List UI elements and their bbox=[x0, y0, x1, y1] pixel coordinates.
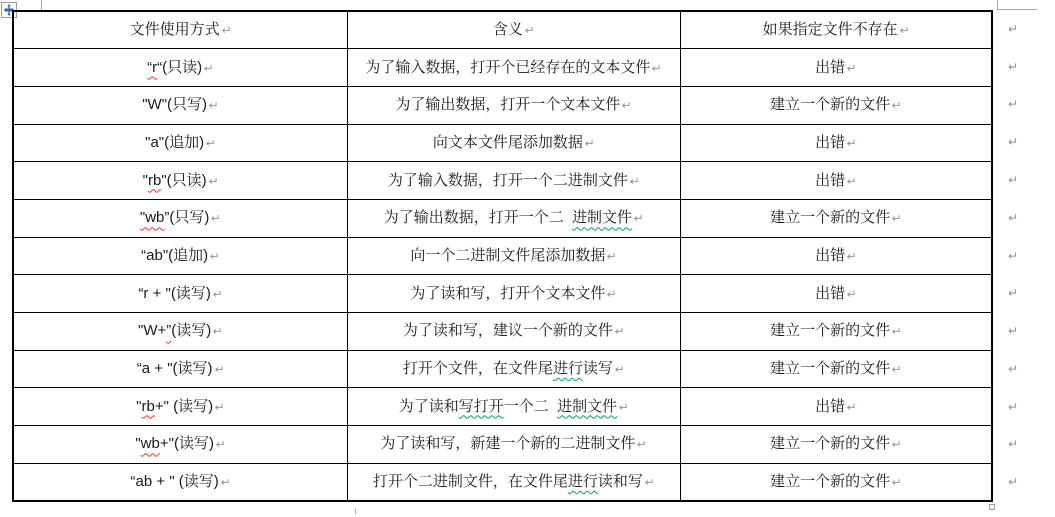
end-of-row-mark: ↵ bbox=[1008, 172, 1019, 187]
table-row bbox=[13, 313, 992, 351]
cell-text-run: 进行 bbox=[567, 472, 598, 490]
end-of-cell-mark: ↵ bbox=[215, 439, 226, 452]
table-header bbox=[13, 11, 992, 49]
end-of-cell-mark: ↵ bbox=[621, 100, 633, 113]
table-cell-r2-c0[interactable] bbox=[13, 124, 347, 162]
cell-text-run: 为了读和写，打开个文本文件 bbox=[410, 284, 606, 302]
end-of-cell-mark: ↵ bbox=[209, 250, 220, 263]
cell-text-run: 进行 bbox=[552, 360, 583, 378]
cell-text-run: “ab"(追加) bbox=[141, 246, 209, 264]
table-cell-r10-c2[interactable] bbox=[680, 426, 992, 464]
table-row bbox=[13, 86, 992, 124]
table-cell-r6-c0[interactable] bbox=[13, 275, 347, 313]
end-of-cell-mark: ↵ bbox=[846, 137, 857, 150]
cell-text-run: “ab + " (读写) bbox=[130, 472, 219, 490]
table-row bbox=[13, 237, 992, 275]
end-of-row-mark: ↵ bbox=[1008, 135, 1019, 150]
table-cell-r5-c0[interactable] bbox=[13, 237, 347, 275]
table-cell-r7-c2[interactable] bbox=[680, 313, 992, 351]
table-cell-r11-c2[interactable] bbox=[680, 463, 992, 501]
text-boundary-mark-top-right bbox=[997, 9, 1037, 10]
cell-text-run: rb bbox=[141, 397, 155, 415]
cell-text-run: 如果指定文件不存在 bbox=[762, 21, 898, 39]
cell-text-run: " bbox=[142, 171, 148, 189]
table-cell-r10-c1[interactable] bbox=[347, 426, 680, 464]
end-of-cell-mark: ↵ bbox=[846, 175, 857, 188]
table-cell-r0-c0[interactable] bbox=[13, 49, 347, 87]
cell-text-run: “a + "(读写) bbox=[136, 360, 213, 378]
cell-text-run: 为了输入数据，打开一个二进制文件 bbox=[387, 171, 628, 189]
table-cell-r9-c0[interactable] bbox=[13, 388, 347, 426]
end-of-cell-mark: ↵ bbox=[846, 250, 857, 263]
end-of-cell-mark: ↵ bbox=[891, 100, 902, 113]
cell-text-run: 含义 bbox=[492, 21, 523, 39]
cell-text-run: 建立一个新的文件 bbox=[770, 209, 891, 227]
table-row bbox=[13, 463, 992, 501]
table-cell-r4-c2[interactable] bbox=[680, 199, 992, 237]
table-cell-r4-c1[interactable] bbox=[347, 199, 680, 237]
cell-text-run: 建立一个新的文件 bbox=[770, 96, 891, 114]
end-of-cell-mark: ↵ bbox=[651, 62, 663, 75]
table-cell-r1-c0[interactable] bbox=[13, 86, 347, 124]
end-of-cell-mark: ↵ bbox=[618, 401, 629, 414]
table-cell-r2-c2[interactable] bbox=[680, 124, 992, 162]
end-of-cell-mark: ↵ bbox=[891, 326, 902, 339]
table-cell-r3-c1[interactable] bbox=[347, 162, 680, 200]
end-of-row-mark: ↵ bbox=[1008, 437, 1019, 452]
table-row bbox=[13, 199, 992, 237]
end-of-cell-mark: ↵ bbox=[644, 476, 655, 489]
cell-text-run: 进制文件 bbox=[572, 209, 633, 227]
end-of-row-mark: ↵ bbox=[1008, 248, 1019, 263]
end-of-cell-mark: ↵ bbox=[606, 250, 618, 263]
table-cell-r0-c2[interactable] bbox=[680, 49, 992, 87]
end-of-cell-mark: ↵ bbox=[214, 401, 225, 414]
table-row bbox=[13, 426, 992, 464]
file-open-modes-table[interactable] bbox=[12, 10, 993, 502]
end-of-cell-mark: ↵ bbox=[220, 476, 231, 489]
table-cell-r6-c1[interactable] bbox=[347, 275, 680, 313]
table-cell-r0-c1[interactable] bbox=[347, 49, 680, 87]
header-cell-2[interactable] bbox=[680, 11, 992, 49]
end-of-row-mark: ↵ bbox=[1008, 361, 1019, 376]
end-of-cell-mark: ↵ bbox=[584, 137, 595, 150]
table-cell-r11-c1[interactable] bbox=[347, 463, 680, 501]
cell-text-run: 建立一个新的文件 bbox=[770, 322, 891, 340]
cell-text-run: "wb bbox=[139, 209, 165, 227]
end-of-row-mark: ↵ bbox=[1008, 324, 1019, 339]
cell-text-run: rb bbox=[147, 171, 162, 189]
cell-text-run: 写打开 bbox=[458, 397, 504, 415]
end-of-cell-mark: ↵ bbox=[891, 476, 902, 489]
cell-text-run: (读写) bbox=[171, 322, 212, 340]
cell-text-run: 建立一个新的文件 bbox=[770, 435, 891, 453]
table-row bbox=[13, 350, 992, 388]
cell-text-run: 出错 bbox=[815, 171, 846, 189]
table-cell-r8-c1[interactable] bbox=[347, 350, 680, 388]
cell-text-run: +"(读写) bbox=[159, 435, 214, 453]
cell-text-run: 进制文件 bbox=[557, 397, 618, 415]
cell-text-run: 读写 bbox=[582, 360, 613, 378]
end-of-row-mark: ↵ bbox=[1008, 286, 1019, 301]
end-of-row-mark: ↵ bbox=[1008, 21, 1019, 36]
end-of-cell-mark: ↵ bbox=[221, 25, 232, 38]
end-of-cell-mark: ↵ bbox=[212, 326, 223, 339]
cell-text-run: 建立一个新的文件 bbox=[770, 360, 891, 378]
cell-text-run: 为了读和 bbox=[398, 397, 459, 415]
end-of-cell-mark: ↵ bbox=[203, 62, 214, 75]
end-of-cell-mark: ↵ bbox=[891, 213, 902, 226]
text-boundary-mark-top-right bbox=[997, 0, 998, 9]
table-row bbox=[13, 275, 992, 313]
cell-text-run: 向文本文件尾添加数据 bbox=[432, 133, 583, 151]
cell-text-run: wb bbox=[140, 435, 160, 453]
header-cell-1[interactable] bbox=[347, 11, 680, 49]
cell-text-run: ” bbox=[166, 322, 172, 340]
end-of-cell-mark: ↵ bbox=[614, 364, 625, 377]
cell-text-run: 出错 bbox=[815, 284, 846, 302]
table-header-row bbox=[13, 11, 992, 49]
end-of-row-mark: ↵ bbox=[1008, 210, 1019, 225]
table-row bbox=[13, 162, 992, 200]
cell-text-run: “(只读) bbox=[157, 58, 203, 76]
cell-text-run: " bbox=[136, 397, 142, 415]
cell-text-run: "(只读) bbox=[161, 171, 207, 189]
table-cell-r1-c2[interactable] bbox=[680, 86, 992, 124]
cell-text-run: 为了输入数据，打开个已经存在的文本文件 bbox=[365, 58, 651, 76]
table-cell-r10-c0[interactable] bbox=[13, 426, 347, 464]
cell-text-run: 出错 bbox=[815, 58, 846, 76]
end-of-cell-mark: ↵ bbox=[636, 439, 648, 452]
end-of-cell-mark: ↵ bbox=[846, 401, 857, 414]
table-cell-r7-c0[interactable] bbox=[13, 313, 347, 351]
table-cell-r11-c0[interactable] bbox=[13, 463, 347, 501]
end-of-cell-mark: ↵ bbox=[210, 213, 222, 226]
end-of-cell-mark: ↵ bbox=[629, 175, 640, 188]
table-resize-square-icon[interactable] bbox=[989, 504, 995, 510]
cell-text-run: 为了输出数据，打开一个文本文件 bbox=[395, 96, 621, 114]
cell-text-run: 为了输出数据，打开一个二 bbox=[383, 209, 573, 227]
end-of-cell-mark: ↵ bbox=[899, 25, 910, 38]
table-cell-r3-c0[interactable] bbox=[13, 162, 347, 200]
end-of-cell-mark: ↵ bbox=[208, 100, 219, 113]
table-cell-r8-c0[interactable] bbox=[13, 350, 347, 388]
end-of-cell-mark: ↵ bbox=[214, 364, 225, 377]
cell-text-run: 向一个二进制文件尾添加数据 bbox=[410, 246, 606, 264]
cell-text-run: 为了读和写，建议一个新的文件 bbox=[402, 322, 613, 340]
table-row bbox=[13, 124, 992, 162]
cell-text-run: “r + "(读写) bbox=[138, 284, 211, 302]
cell-text-run: 出错 bbox=[815, 133, 846, 151]
table-body bbox=[13, 49, 992, 501]
end-of-cell-mark: ↵ bbox=[212, 288, 223, 301]
table-cell-r7-c1[interactable] bbox=[347, 313, 680, 351]
header-cell-0[interactable] bbox=[13, 11, 347, 49]
cell-text-run: 一个二 bbox=[503, 397, 558, 415]
end-of-cell-mark: ↵ bbox=[891, 364, 902, 377]
cell-text-run: 文件使用方式 bbox=[129, 21, 220, 39]
end-of-cell-mark: ↵ bbox=[846, 288, 857, 301]
cell-text-run: 出错 bbox=[815, 246, 846, 264]
table-cell-r1-c1[interactable] bbox=[347, 86, 680, 124]
cell-text-run: 打开个文件，在文件尾 bbox=[402, 360, 553, 378]
table-cell-r3-c2[interactable] bbox=[680, 162, 992, 200]
end-of-cell-mark: ↵ bbox=[606, 288, 618, 301]
end-of-cell-mark: ↵ bbox=[891, 439, 902, 452]
end-of-cell-mark: ↵ bbox=[524, 25, 535, 38]
cell-text-run: "a"(追加) bbox=[145, 133, 205, 151]
end-of-cell-mark: ↵ bbox=[614, 326, 625, 339]
table-cell-r9-c2[interactable] bbox=[680, 388, 992, 426]
table-cell-r5-c1[interactable] bbox=[347, 237, 680, 275]
table-row bbox=[13, 388, 992, 426]
table-cell-r8-c2[interactable] bbox=[680, 350, 992, 388]
table-cell-r6-c2[interactable] bbox=[680, 275, 992, 313]
end-of-row-mark: ↵ bbox=[1008, 59, 1019, 74]
table-cell-r4-c0[interactable] bbox=[13, 199, 347, 237]
cell-text-run: 建立一个新的文件 bbox=[770, 472, 891, 490]
table-cell-r2-c1[interactable] bbox=[347, 124, 680, 162]
cell-text-run: 打开个二进制文件，在文件尾 bbox=[372, 472, 568, 490]
table-cell-r9-c1[interactable] bbox=[347, 388, 680, 426]
end-of-row-mark: ↵ bbox=[1008, 475, 1019, 490]
end-of-row-mark: ↵ bbox=[1008, 97, 1019, 112]
cell-text-run: "W"(只写) bbox=[142, 96, 208, 114]
end-of-row-mark: ↵ bbox=[1008, 399, 1019, 414]
cursor-tick bbox=[355, 508, 356, 515]
end-of-cell-mark: ↵ bbox=[633, 213, 644, 226]
cell-text-run: " bbox=[135, 435, 141, 453]
end-of-cell-mark: ↵ bbox=[846, 62, 857, 75]
cell-text-run: “r bbox=[147, 58, 158, 76]
cell-text-run: +" (读写) bbox=[154, 397, 214, 415]
cell-text-run: 为了读和写，新建一个新的二进制文件 bbox=[380, 435, 636, 453]
cell-text-run: "W+ bbox=[138, 322, 167, 340]
cell-text-run: ”(只写) bbox=[164, 209, 210, 227]
end-of-cell-mark: ↵ bbox=[208, 175, 219, 188]
cell-text-run: 读和写 bbox=[597, 472, 643, 490]
table-cell-r5-c2[interactable] bbox=[680, 237, 992, 275]
end-of-cell-mark: ↵ bbox=[205, 137, 216, 150]
cell-text-run: 出错 bbox=[815, 397, 846, 415]
table-row bbox=[13, 49, 992, 87]
